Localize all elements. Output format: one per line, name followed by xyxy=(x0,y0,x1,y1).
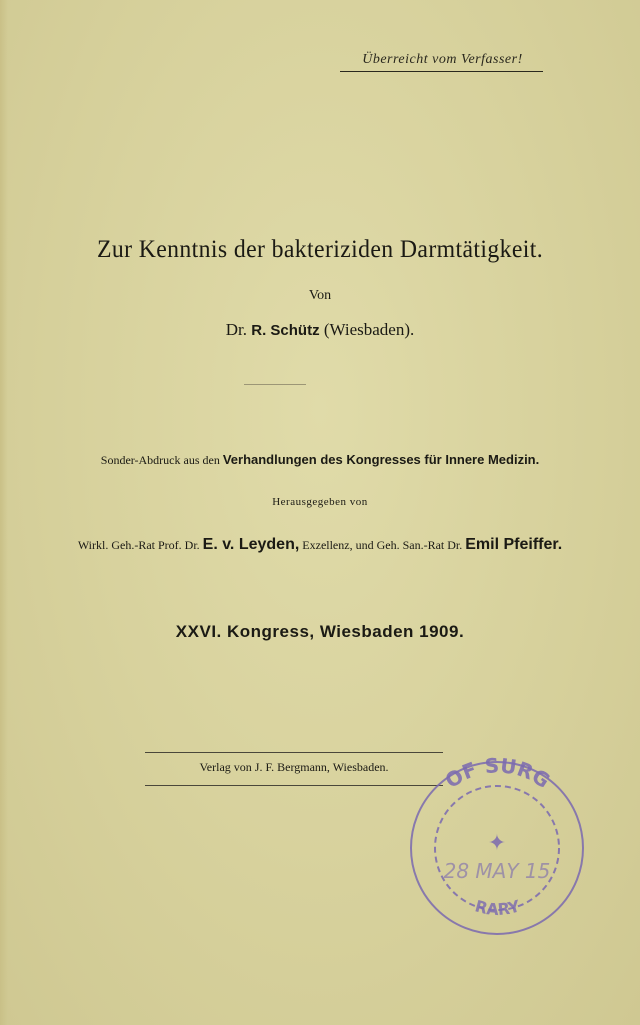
editor-name-2: Emil Pfeiffer. xyxy=(465,536,563,553)
dedication-inscription: Überreicht vom Verfasser! xyxy=(362,52,523,67)
stamp-date: 28 MAY 15 xyxy=(443,859,551,883)
congress-line: XXVI. Kongress, Wiesbaden 1909. xyxy=(175,622,465,641)
editors-intro: Herausgegeben von xyxy=(272,496,368,508)
offprint-source: Verhandlungen des Kongresses für Innere Medizin. xyxy=(222,452,540,467)
editors-part1: Wirkl. Geh.-Rat Prof. Dr. xyxy=(77,538,203,552)
stamp-bottom-text: RARY xyxy=(473,896,522,920)
offprint-line xyxy=(0,452,640,468)
author-prefix: Dr. xyxy=(225,320,252,339)
offprint-prefix: Sonder-Abdruck aus den xyxy=(100,453,223,467)
stamp-top-text: OF SURG xyxy=(440,753,555,793)
editor-name-1: E. v. Leyden, xyxy=(202,536,300,553)
editors-line xyxy=(0,536,640,554)
library-stamp xyxy=(395,750,600,940)
author-name: R. Schütz xyxy=(251,322,320,339)
dedication-underline xyxy=(340,71,543,72)
publisher-line: Verlag von J. F. Bergmann, Wiesbaden. xyxy=(199,760,389,774)
paper-title: Zur Kenntnis der bakteriziden Darmtätigkeit. xyxy=(96,236,544,263)
section-divider xyxy=(244,384,306,385)
page-edge-shadow xyxy=(0,0,8,1025)
author-line xyxy=(0,320,640,340)
editors-part2: Exzellenz, und Geh. San.-Rat Dr. xyxy=(299,538,466,552)
author-place: (Wiesbaden). xyxy=(319,320,415,339)
stamp-emblem-icon: ✦ xyxy=(487,831,507,856)
byline-von: Von xyxy=(308,288,332,303)
